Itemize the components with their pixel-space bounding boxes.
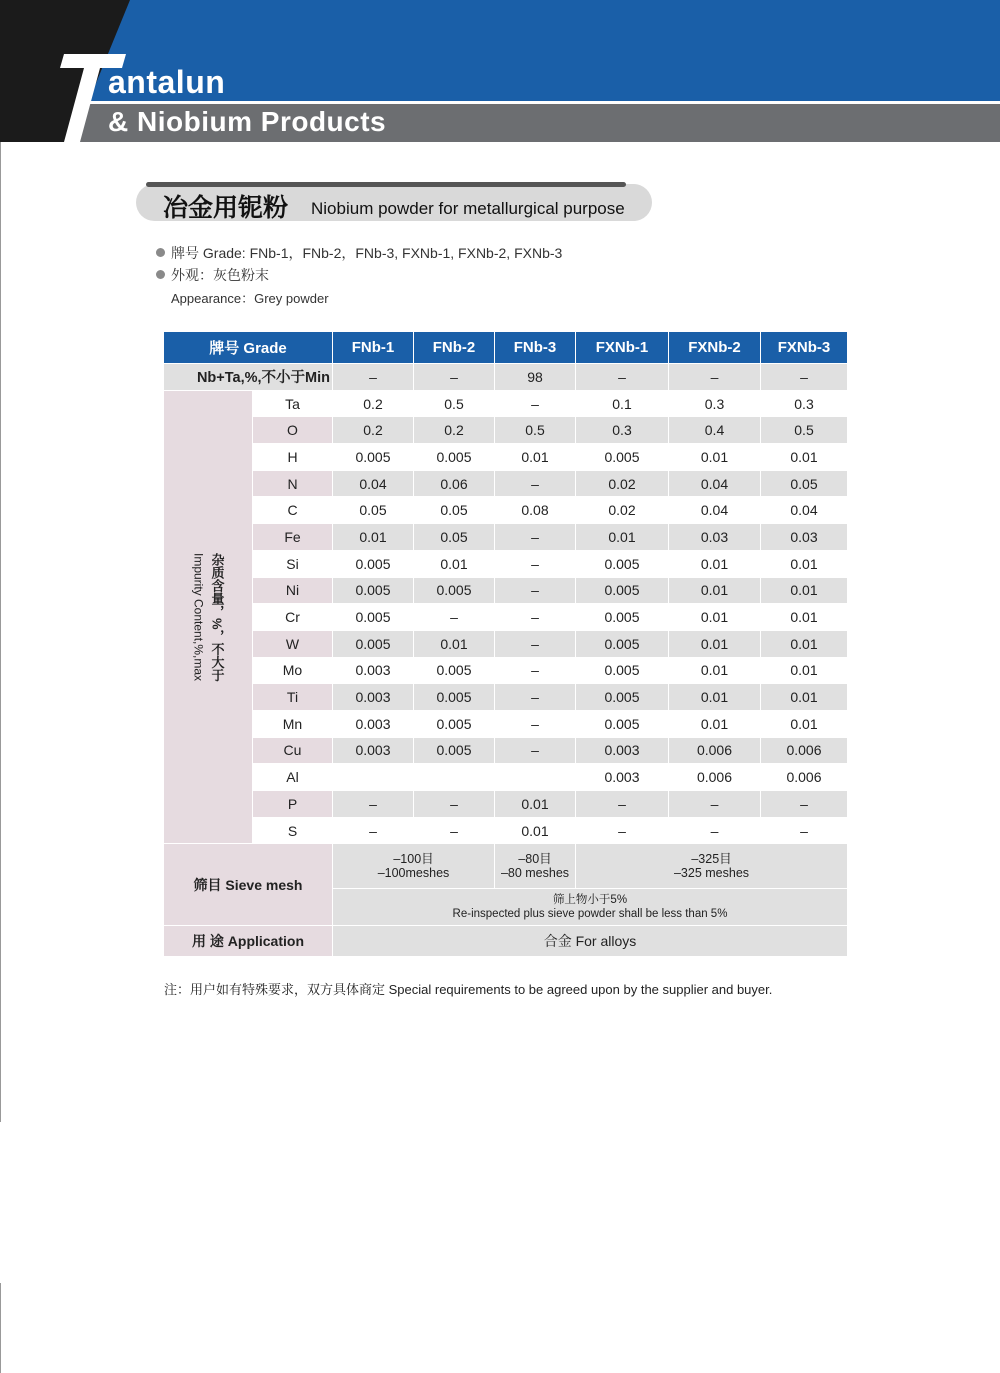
value-cell: –	[333, 817, 414, 844]
min-cell: –	[761, 364, 848, 391]
sieve-note	[333, 889, 848, 926]
value-cell: 0.01	[333, 524, 414, 551]
sieve-label: 筛目 Sieve mesh	[164, 844, 333, 926]
value-cell: –	[495, 630, 576, 657]
value-cell: 0.005	[576, 604, 669, 631]
sieve-note-en: Re-inspected plus sieve powder shall be less than 5%	[452, 908, 728, 921]
grade-col: FXNb-3	[761, 332, 848, 364]
value-cell: 0.01	[414, 630, 495, 657]
header-title-line1: antalun	[108, 64, 226, 100]
min-label: Nb+Ta,%,不小于Min	[164, 364, 333, 391]
sieve-note-cn: 筛上物小于5%	[552, 894, 628, 907]
value-cell	[495, 764, 576, 791]
value-cell: 0.005	[576, 550, 669, 577]
value-cell: 0.003	[333, 710, 414, 737]
value-cell: 0.005	[414, 710, 495, 737]
appearance-cn: 外观：灰色粉末	[171, 267, 269, 283]
sieve-a-en: –100meshes	[377, 866, 450, 881]
bullet-dot-icon	[156, 270, 165, 279]
value-cell: 0.006	[669, 737, 761, 764]
value-cell: 0.01	[761, 684, 848, 711]
min-cell: –	[669, 364, 761, 391]
impurity-row	[164, 630, 848, 657]
impurity-row	[164, 497, 848, 524]
sieve-b	[495, 844, 576, 889]
element-cell: Ti	[253, 684, 333, 711]
value-cell: 0.01	[669, 710, 761, 737]
application-value: 合金 For alloys	[333, 926, 848, 957]
impurity-row	[164, 524, 848, 551]
value-cell: –	[669, 817, 761, 844]
value-cell: 0.01	[495, 791, 576, 818]
sieve-c	[576, 844, 848, 889]
min-cell: 98	[495, 364, 576, 391]
element-cell: Mn	[253, 710, 333, 737]
element-cell: C	[253, 497, 333, 524]
impurity-row	[164, 791, 848, 818]
value-cell: 0.5	[761, 417, 848, 444]
value-cell: 0.2	[333, 390, 414, 417]
value-cell: –	[414, 817, 495, 844]
value-cell: –	[576, 817, 669, 844]
section-title-accent	[146, 182, 626, 187]
impurity-label-en: Impurity Content,%,max	[191, 553, 206, 682]
value-cell: 0.03	[669, 524, 761, 551]
sieve-b-cn: –80目	[518, 852, 552, 867]
impurity-row	[164, 684, 848, 711]
impurity-row	[164, 470, 848, 497]
value-cell: 0.01	[669, 630, 761, 657]
value-cell: 0.005	[333, 444, 414, 471]
value-cell: 0.3	[576, 417, 669, 444]
sieve-c-en: –325 meshes	[673, 866, 750, 881]
value-cell: 0.05	[333, 497, 414, 524]
value-cell: 0.01	[669, 550, 761, 577]
value-cell: 0.01	[761, 657, 848, 684]
value-cell: 0.01	[669, 657, 761, 684]
section-title-en: Niobium powder for metallurgical purpose	[311, 199, 625, 218]
value-cell: 0.005	[333, 604, 414, 631]
value-cell: 0.005	[576, 577, 669, 604]
value-cell: –	[333, 791, 414, 818]
min-cell: –	[414, 364, 495, 391]
sieve-b-en: –80 meshes	[500, 866, 570, 881]
grade-col: FXNb-2	[669, 332, 761, 364]
value-cell: 0.005	[576, 657, 669, 684]
value-cell: 0.02	[576, 470, 669, 497]
impurity-row	[164, 710, 848, 737]
element-cell: H	[253, 444, 333, 471]
value-cell: 0.02	[576, 497, 669, 524]
value-cell: –	[495, 710, 576, 737]
value-cell: 0.01	[495, 444, 576, 471]
value-cell: –	[495, 524, 576, 551]
value-cell: 0.005	[333, 630, 414, 657]
section-title-cn: 冶金用铌粉	[163, 193, 289, 222]
value-cell: 0.006	[761, 764, 848, 791]
element-cell: Si	[253, 550, 333, 577]
impurity-row	[164, 550, 848, 577]
value-cell: 0.01	[761, 710, 848, 737]
value-cell: 0.01	[761, 577, 848, 604]
value-cell: 0.05	[414, 524, 495, 551]
value-cell: 0.003	[333, 737, 414, 764]
value-cell: 0.3	[669, 390, 761, 417]
value-cell: 0.1	[576, 390, 669, 417]
value-cell: 0.01	[761, 550, 848, 577]
element-cell: Al	[253, 764, 333, 791]
value-cell: –	[576, 791, 669, 818]
value-cell: 0.005	[576, 684, 669, 711]
min-cell: –	[576, 364, 669, 391]
value-cell: 0.005	[333, 550, 414, 577]
value-cell: 0.005	[414, 684, 495, 711]
appearance-en: Appearance：Grey powder	[171, 291, 329, 306]
value-cell: 0.005	[333, 577, 414, 604]
value-cell: 0.003	[576, 737, 669, 764]
value-cell: 0.2	[414, 417, 495, 444]
value-cell: –	[761, 817, 848, 844]
header-title-line2: & Niobium Products	[108, 106, 387, 137]
value-cell: 0.005	[576, 710, 669, 737]
value-cell: 0.04	[761, 497, 848, 524]
impurity-row	[164, 657, 848, 684]
element-cell: Mo	[253, 657, 333, 684]
value-cell: 0.005	[414, 657, 495, 684]
page-edge-line	[0, 142, 1, 1122]
value-cell: 0.01	[576, 524, 669, 551]
value-cell: –	[495, 684, 576, 711]
value-cell: 0.01	[669, 604, 761, 631]
value-cell: 0.005	[414, 444, 495, 471]
value-cell: 0.003	[333, 684, 414, 711]
value-cell: 0.01	[761, 630, 848, 657]
value-cell: –	[495, 737, 576, 764]
application-label: 用 途 Application	[164, 926, 333, 957]
value-cell: 0.05	[761, 470, 848, 497]
impurity-row	[164, 577, 848, 604]
value-cell: –	[414, 791, 495, 818]
value-cell: 0.01	[495, 817, 576, 844]
value-cell: –	[414, 604, 495, 631]
value-cell: 0.003	[576, 764, 669, 791]
impurity-label-cn: 杂质含量，%，不大于	[209, 552, 225, 682]
value-cell: 0.04	[669, 470, 761, 497]
value-cell: 0.5	[495, 417, 576, 444]
grade-col: FNb-3	[495, 332, 576, 364]
impurity-row	[164, 390, 848, 417]
value-cell: –	[495, 657, 576, 684]
impurity-row	[164, 817, 848, 844]
value-cell: –	[495, 470, 576, 497]
grade-header-row	[164, 332, 848, 364]
grade-header-label: 牌号 Grade	[164, 332, 333, 364]
element-cell: P	[253, 791, 333, 818]
grade-col: FNb-1	[333, 332, 414, 364]
element-cell: Fe	[253, 524, 333, 551]
min-row	[164, 364, 848, 391]
value-cell: 0.003	[333, 657, 414, 684]
application-row	[164, 926, 848, 957]
value-cell: 0.08	[495, 497, 576, 524]
value-cell: 0.01	[669, 444, 761, 471]
value-cell: 0.005	[414, 577, 495, 604]
value-cell: 0.03	[761, 524, 848, 551]
sieve-row	[164, 844, 848, 889]
impurity-row	[164, 764, 848, 791]
sieve-a	[333, 844, 495, 889]
element-cell: O	[253, 417, 333, 444]
value-cell: 0.4	[669, 417, 761, 444]
bullet-dot-icon	[156, 248, 165, 257]
appearance-bullet	[156, 265, 269, 285]
spec-table	[163, 331, 848, 957]
value-cell: 0.3	[761, 390, 848, 417]
grade-col: FXNb-1	[576, 332, 669, 364]
element-cell: Cu	[253, 737, 333, 764]
value-cell: 0.05	[414, 497, 495, 524]
sieve-a-cn: –100目	[393, 852, 434, 867]
value-cell: 0.006	[669, 764, 761, 791]
value-cell: –	[495, 390, 576, 417]
grade-col: FNb-2	[414, 332, 495, 364]
value-cell: 0.04	[333, 470, 414, 497]
element-cell: N	[253, 470, 333, 497]
grade-text: 牌号 Grade: FNb-1，FNb-2，FNb-3, FXNb-1, FXNb-2, FXNb-3	[171, 245, 563, 261]
impurity-row	[164, 737, 848, 764]
value-cell: –	[495, 604, 576, 631]
value-cell: –	[761, 791, 848, 818]
value-cell: –	[495, 550, 576, 577]
value-cell: 0.01	[761, 444, 848, 471]
value-cell: 0.01	[669, 684, 761, 711]
value-cell: 0.04	[669, 497, 761, 524]
value-cell: 0.06	[414, 470, 495, 497]
element-cell: Cr	[253, 604, 333, 631]
impurity-row	[164, 444, 848, 471]
element-cell: Ta	[253, 390, 333, 417]
impurity-label	[164, 390, 253, 844]
value-cell: 0.5	[414, 390, 495, 417]
value-cell: 0.2	[333, 417, 414, 444]
sieve-c-cn: –325目	[691, 852, 732, 867]
value-cell: –	[495, 577, 576, 604]
impurity-row	[164, 417, 848, 444]
value-cell: 0.01	[761, 604, 848, 631]
value-cell: –	[669, 791, 761, 818]
value-cell	[414, 764, 495, 791]
footnote: 注：用户如有特殊要求，双方具体商定 Special requirements to be agreed upon by the supplier and buyer.	[164, 982, 773, 997]
element-cell: S	[253, 817, 333, 844]
value-cell: 0.005	[414, 737, 495, 764]
value-cell: 0.01	[669, 577, 761, 604]
value-cell: 0.006	[761, 737, 848, 764]
value-cell: 0.005	[576, 444, 669, 471]
page-edge-line-lower	[0, 1283, 1, 1373]
impurity-row	[164, 604, 848, 631]
value-cell: 0.01	[414, 550, 495, 577]
min-cell: –	[333, 364, 414, 391]
value-cell: 0.005	[576, 630, 669, 657]
grade-bullet	[156, 243, 562, 263]
element-cell: W	[253, 630, 333, 657]
element-cell: Ni	[253, 577, 333, 604]
value-cell	[333, 764, 414, 791]
